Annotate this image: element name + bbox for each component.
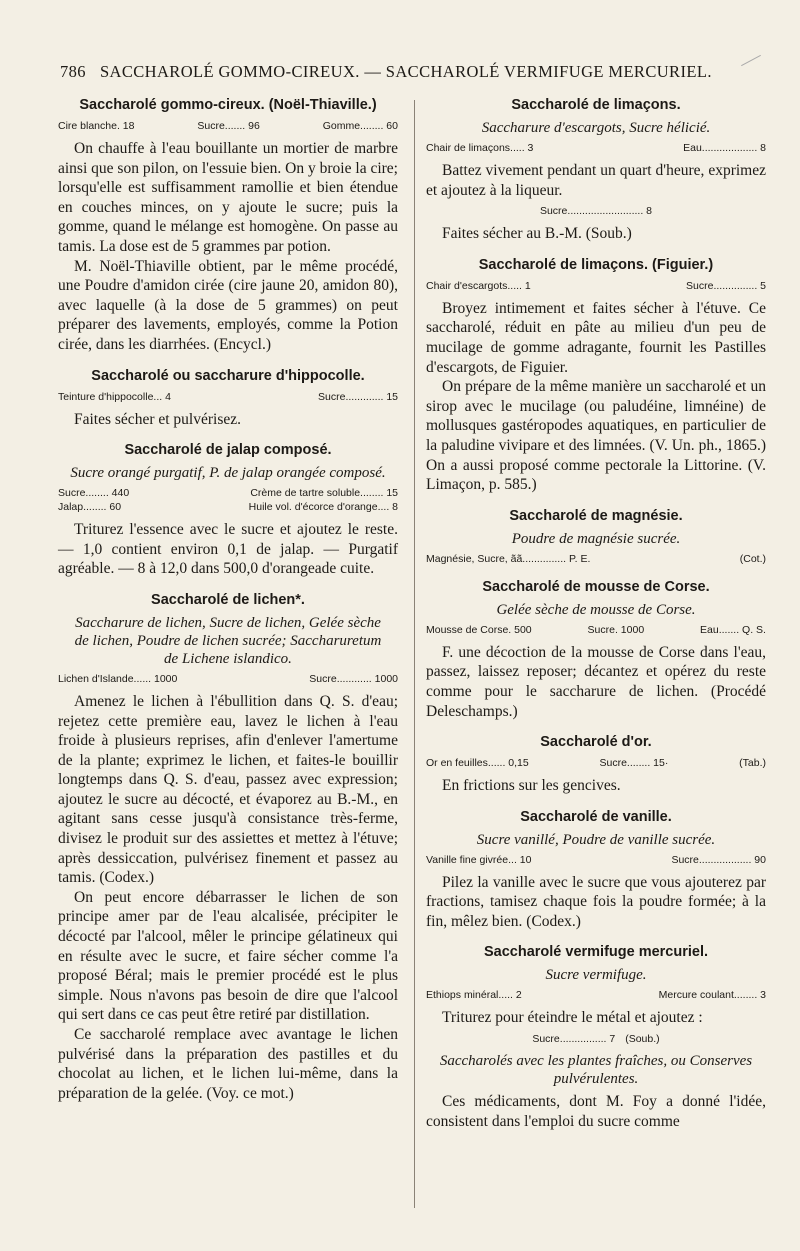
entry-title: Saccharolé de limaçons. (Figuier.) — [478, 256, 714, 273]
paragraph: M. Noël-Thiaville obtient, par le même procédé, une Poudre d'amidon cirée (cire jaune 20, amidon 80), avec laquelle (à la dose de 5 grammes) on peut préparer des lavements, employés, comme la Potion cirée, dans les diarrhées. (Encycl.) — [58, 257, 398, 353]
paragraph: Faites sécher et pulvérisez. — [74, 410, 241, 428]
formula — [426, 853, 766, 867]
formula-item: Magnésie, Sucre, ãã............... P. E. — [426, 552, 591, 565]
formula-item: Sucre............... 5 — [686, 279, 766, 292]
formula-item: Lichen d'Islande...... 1000 — [58, 672, 178, 685]
section-subtitle: Saccharolés avec les plantes fraîches, ou Conserves pulvérulentes. — [439, 1053, 753, 1088]
formula-item: Sucre....... 96 — [197, 120, 260, 132]
paragraph: On chauffe à l'eau bouillante un mortier de marbre ainsi que son pilon, on l'essuie bien. On y broie la cire; lorsqu'elle est suffisamment ramollie et bien étendue en couches minces, on y ajoute le sucre; puis la gomme, quand le mélange est homogène. On passe au tamis. La dose est de 5 grammes par potion. — [58, 140, 398, 255]
paragraph: Battez vivement pendant un quart d'heure, exprimez et ajoutez à la liqueur. — [426, 162, 766, 199]
entry-title: Saccharolé de limaçons. — [511, 97, 681, 113]
formula-item: Chair d'escargots..... 1 — [426, 279, 531, 292]
formula — [58, 390, 398, 404]
entry-title: Saccharolé ou saccharure d'hippocolle. — [91, 367, 365, 384]
formula — [58, 119, 398, 133]
formula-item: Vanille fine givrée... 10 — [426, 853, 532, 866]
entry-title: Saccharolé de jalap composé. — [124, 442, 332, 459]
right-column — [426, 96, 766, 1131]
synonyms: Sucre orangé purgatif, P. de jalap orangée composé. — [70, 465, 386, 482]
running-head — [60, 62, 760, 82]
synonyms: Sucre vermifuge. — [545, 967, 647, 984]
paragraph: En frictions sur les gencives. — [442, 777, 621, 795]
paragraph: Faites sécher au B.-M. (Soub.) — [442, 225, 632, 243]
formula — [426, 623, 766, 637]
formula-item: Cire blanche. 18 — [58, 120, 135, 132]
paragraph: On peut encore débarrasser le lichen de son principe amer par de l'eau alcalisée, précipiter le décocté par l'alcool, mêler le principe gélatineux qui en résulte avec le sucre, et faire sécher comme l'a proposé Béral; mais le premier procédé est le plus simple. Nous n'avons pas besoin de dire que l'alcool qui sert dans ce cas peut être retiré par distillation. — [58, 888, 398, 1024]
entry-title: Saccharolé vermifuge mercuriel. — [483, 944, 709, 961]
formula — [426, 204, 766, 218]
formula-item: Sucre................ 7 — [532, 1033, 616, 1046]
paragraph: Triturez l'essence avec le sucre et ajoutez le reste. — 1,0 contient environ 0,1 de jalap. — Purgatif agréable. — 8 à 12,0 dans 500,0 d'orangeade cuite. — [58, 521, 398, 578]
formula — [426, 141, 766, 155]
formula — [426, 552, 766, 566]
entry-title: Saccharolé d'or. — [540, 734, 652, 751]
entry-title: Saccharolé de lichen*. — [151, 591, 305, 608]
paragraph: F. une décoction de la mousse de Corse dans l'eau, passez, laissez reposer; décantez et opérez du reste comme pour le saccharure de lichen. (Procédé Deleschamps.) — [426, 643, 766, 720]
formula-item: Ethiops minéral..... 2 — [426, 989, 522, 1002]
formula-item: Eau....... Q. S. — [700, 623, 766, 636]
formula — [426, 279, 766, 293]
synonyms: Poudre de magnésie sucrée. — [511, 530, 681, 547]
column-divider — [414, 100, 415, 1208]
formula-item: Gomme........ 60 — [322, 120, 398, 132]
formula-item: Sucre............ 1000 — [309, 672, 398, 685]
synonyms: Saccharure d'escargots, Sucre hélicié. — [481, 120, 711, 136]
formula-item: Huile vol. d'écorce d'orange.... 8 — [248, 501, 398, 514]
synonyms: Saccharure de lichen, Sucre de lichen, Gelée sèche de lichen, Poudre de lichen sucrée; Saccharuretum de Lichene islandico. — [74, 614, 382, 667]
formula-item: Sucre........ 440 — [58, 487, 130, 500]
paragraph: Broyez intimement et faites sécher à l'étuve. Ce saccharolé, réduit en pâte au milieu d'un peu de mucilage de gomme adragante, fournit les Pastilles d'escargots, de Figuier. — [426, 299, 766, 376]
formula-item: (Cot.) — [739, 552, 766, 565]
running-title: SACCHAROLÉ GOMMO-CIREUX. — SACCHAROLÉ VERMIFUGE MERCURIEL. — [99, 62, 712, 81]
formula-item: Crème de tartre soluble........ 15 — [250, 487, 398, 500]
formula — [58, 672, 398, 686]
formula — [426, 756, 766, 770]
formula-item: Sucre.................. 90 — [671, 853, 766, 866]
entry-title: Saccharolé de magnésie. — [509, 507, 683, 524]
formula-item: Eau................... 8 — [683, 142, 766, 154]
formula — [58, 486, 398, 514]
formula-item: Sucre.......................... 8 — [539, 205, 653, 218]
formula — [426, 1032, 766, 1046]
paragraph: Ce saccharolé remplace avec avantage le lichen pulvérisé dans la préparation des pastilles et du chocolat au lichen, et le lichen lui-même, dans la préparation de la gelée. (Voy. ce mot.) — [58, 1026, 398, 1102]
formula-item: Sucre. 1000 — [587, 623, 645, 636]
paragraph: On prépare de la même manière un saccharolé et un sirop avec le mucilage (ou paludéine, limnéine) de mollusques gastéropodes aquatiques, en particulier de la paludine vivipare et des limnées. (V. Un. ph., 1865.) On a aussi proposé comme pectorale la Littorine. (V. Limaçon, p. 585.) — [426, 378, 766, 494]
synonyms: Sucre vanillé, Poudre de vanille sucrée. — [476, 831, 716, 848]
paragraph: Amenez le lichen à l'ébullition dans Q. S. d'eau; rejetez cette première eau, lavez le lichen à l'eau froide à plusieurs reprises, afin d'enlever l'amertume de la plante; exprimez le lichen, et faites-le bouillir longtemps dans Q. S. d'eau, passez avec expression; ajoutez le sucre au décocté, et évaporez au B.-M., en agitant sans cesse jusqu'à consistance très-ferme, divisez le produit sur des assiettes et mettez à l'étuve; après dessiccation, pulvérisez finement et passez au tamis. (Codex.) — [58, 692, 398, 887]
paragraph: Triturez pour éteindre le métal et ajoutez : — [442, 1009, 703, 1027]
synonyms: Gelée sèche de mousse de Corse. — [496, 601, 696, 618]
page-number: 786 — [60, 62, 86, 81]
formula-item: Mousse de Corse. 500 — [426, 623, 532, 636]
formula-item: Or en feuilles...... 0,15 — [426, 757, 529, 770]
formula-item: Jalap........ 60 — [58, 501, 122, 514]
entry-title: Saccharolé gommo-cireux. (Noël-Thiaville.) — [79, 97, 377, 113]
entry-title: Saccharolé de mousse de Corse. — [482, 578, 710, 595]
formula-item: Chair de limaçons..... 3 — [426, 142, 534, 154]
formula-item: Mercure coulant........ 3 — [658, 989, 766, 1002]
left-column — [58, 96, 398, 1103]
formula-item: Teinture d'hippocolle... 4 — [58, 390, 171, 403]
formula-item: Sucre............. 15 — [318, 390, 398, 403]
formula-item: Sucre........ 15· — [599, 757, 669, 770]
paragraph: Ces médicaments, dont M. Foy a donné l'idée, consistent dans l'emploi du sucre comme — [426, 1093, 766, 1130]
formula-item: (Soub.) — [625, 1033, 660, 1046]
paragraph: Pilez la vanille avec le sucre que vous ajouterez par fractions, tamisez chaque fois la poudre formée; à la fin, mêlez bien. (Codex.) — [426, 873, 766, 930]
formula — [426, 988, 766, 1002]
formula-item: (Tab.) — [739, 757, 766, 770]
entry-title: Saccharolé de vanille. — [520, 808, 672, 825]
